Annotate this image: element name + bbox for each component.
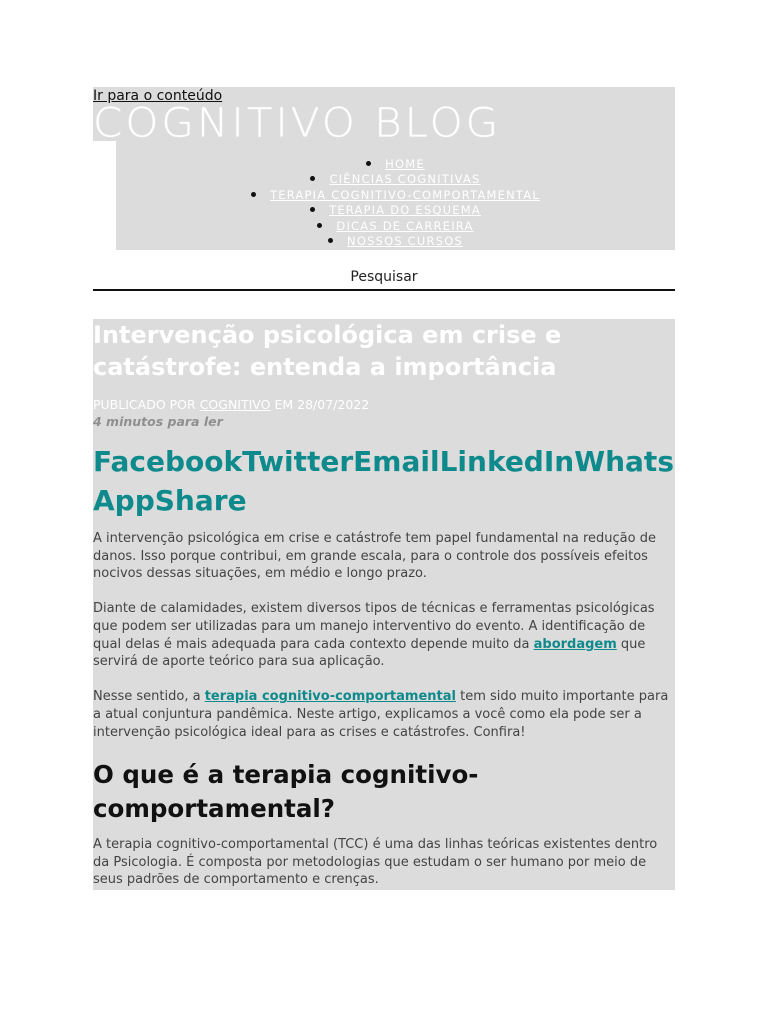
meta-prefix: PUBLICADO POR [93,397,196,412]
abordagem-link[interactable]: abordagem [533,636,617,652]
tcc-link[interactable]: terapia cognitivo-comportamental [204,689,456,705]
nav-link-nossos-cursos[interactable]: NOSSOS CURSOS [347,234,463,249]
share-whatsapp-link[interactable]: WhatsApp [93,445,674,517]
paragraph-3-text-b: tem sido muito importante para a atual conjuntura pandêmica. Neste artigo, explicamos a você como ela pode ser a intervenção psicológica ideal para as crises e catástrofes. Confira! [93,689,669,740]
paragraph-1: A intervenção psicológica em crise e catástrofe tem papel fundamental na redução de danos. Isso porque contribui, em grande escala, para o controle dos possíveis efeitos nocivos dessas situações, em médio e longo prazo. [93,531,656,582]
bullet-icon [251,192,256,197]
bullet-icon [317,223,322,228]
nav-item-dicas-de-carreira [116,219,675,234]
share-email-link[interactable]: Email [353,445,440,478]
article-title: Intervenção psicológica em crise e catástrofe: entenda a importância [93,321,562,381]
paragraph-4: A terapia cognitivo-comportamental (TCC) é uma das linhas teóricas existentes dentro da Psicologia. É composta por metodologias que estudam o ser humano por meio de seus padrões de comportamento e crenças. [93,837,658,888]
nav-item-nossos-cursos [116,234,675,249]
share-facebook-link[interactable]: Facebook [93,445,243,478]
read-time: 4 minutos para ler [93,414,223,429]
section-heading: O que é a terapia cognitivo-comportamental? [93,760,479,824]
site-header [93,87,675,250]
nav-item-home [116,157,675,172]
nav-link-tcc[interactable]: TERAPIA COGNITIVO-COMPORTAMENTAL [270,187,540,202]
nav-link-ciencias-cognitivas[interactable]: CIÊNCIAS COGNITIVAS [329,172,481,187]
bullet-icon [310,207,315,212]
site-logo[interactable]: COGNITIVO BLOG [93,102,502,144]
nav-link-dicas-de-carreira[interactable]: DICAS DE CARREIRA [336,218,474,233]
paragraph-3 [93,688,675,741]
header-margin-strip [93,141,116,250]
share-twitter-link[interactable]: Twitter [242,445,354,478]
paragraph-3-text-a: Nesse sentido, a [93,689,205,705]
paragraph-2-text-b: que servirá de aporte teórico para sua aplicação. [93,636,646,670]
nav-link-home[interactable]: HOME [385,157,425,171]
bullet-icon [366,161,371,166]
article-date: 28/07/2022 [297,397,370,412]
nav-item-tcc [116,188,675,203]
article-meta [93,397,675,413]
nav-item-ciencias-cognitivas [116,172,675,187]
search-button[interactable]: Pesquisar [93,267,675,291]
main-nav [116,157,675,249]
paragraph-2-text-a: Diante de calamidades, existem diversos tipos de técnicas e ferramentas psicológicas que podem ser utilizadas para um manejo interventivo do evento. A identificação de qual delas é mais adequada para cada contexto depende muito da [93,601,655,652]
skip-to-content-link[interactable]: Ir para o conteúdo [93,88,223,104]
nav-item-terapia-do-esquema [116,203,675,218]
share-links [93,442,675,520]
paragraph-2 [93,600,675,670]
bullet-icon [310,176,315,181]
nav-link-terapia-do-esquema[interactable]: TERAPIA DO ESQUEMA [329,203,481,218]
bullet-icon [328,238,333,243]
share-more-link[interactable]: Share [154,484,247,517]
article [93,319,675,890]
share-linkedin-link[interactable]: LinkedIn [439,445,575,478]
meta-mid: EM [274,397,294,412]
author-link[interactable]: COGNITIVO [199,397,271,412]
